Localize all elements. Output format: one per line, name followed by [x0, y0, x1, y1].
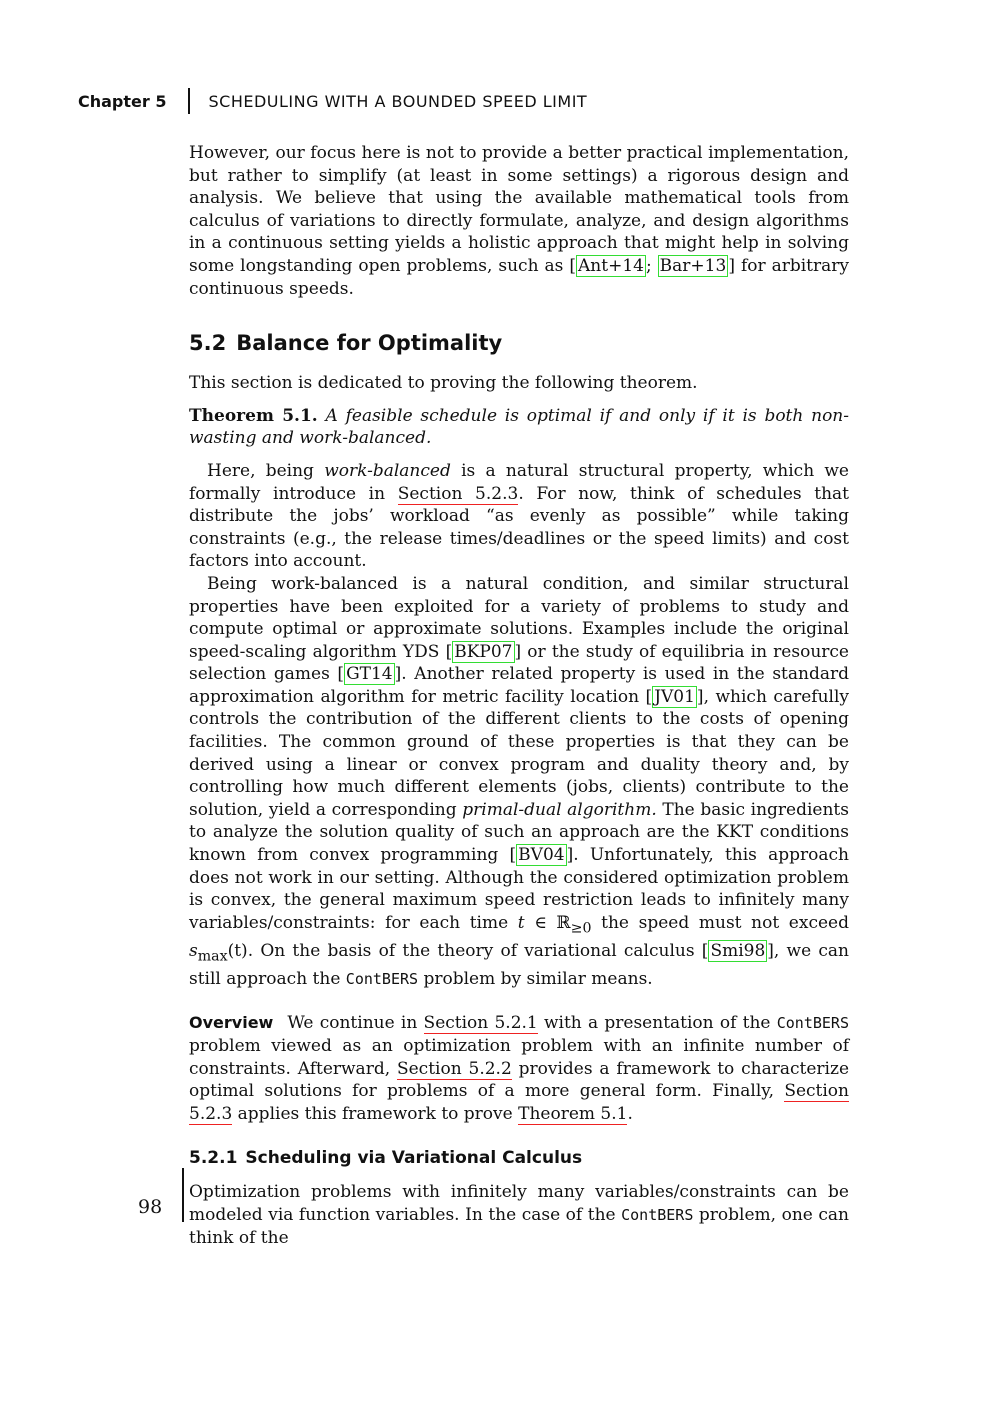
page-footer [138, 1168, 184, 1222]
subsection-title: Scheduling via Variational Calculus [245, 1148, 583, 1169]
overview-heading: Overview [189, 1013, 274, 1033]
subsection-paragraph: Optimization problems with infinitely many variables/constraints can be modeled via function variables. In the case of the ContBERS problem, one can think of the [189, 1182, 849, 1248]
section-heading [189, 330, 849, 356]
theorem-statement: A feasible schedule is optimal if and only if it is both non-wasting and work-balanced. [189, 405, 850, 449]
citation-link[interactable]: BKP07 [454, 641, 513, 662]
citation-link[interactable]: JV01 [654, 686, 695, 707]
section-ref-link[interactable]: Section 5.2.2 [396, 1058, 512, 1079]
citation-link[interactable]: Smi98 [710, 940, 766, 961]
running-head [78, 88, 587, 114]
theorem [189, 405, 849, 450]
subsection-number: 5.2.1 [189, 1148, 238, 1169]
paragraph-work-balanced: Here, being work-balanced is a natural structural property, which we formally introduce in Section 5.2.3. For now, think of schedules that distribute the jobs’ workload “as evenly as possible” while taking constraints (e.g., the release times/deadlines or the speed limits) and cost factors into account. [189, 460, 849, 572]
theorem-ref-link[interactable]: Theorem 5.1 [518, 1103, 628, 1124]
section-lead: This section is dedicated to proving the following theorem. [189, 373, 698, 394]
subsection-heading [189, 1147, 849, 1169]
section-title: Balance for Optimality [236, 331, 503, 356]
section-ref-link[interactable]: Section 5.2.1 [423, 1013, 538, 1034]
page-number: 98 [138, 1196, 163, 1218]
intro-paragraph: However, our focus here is not to provide a better practical implementation, but rather to simplify (at least in some settings) a rigorous design and analysis. We believe that using the available mathematical tools from calculus of variations to directly formulate, analyze, and design algorithms in a continuous setting yields a holistic approach that might help in solving some longstanding open problems, such as [ Ant+14 ; Bar+13 ] for arbitrary continuous speeds. [189, 143, 849, 299]
citation-link[interactable]: Ant+14 [578, 255, 644, 276]
header-divider [188, 88, 190, 114]
citation-link[interactable]: GT14 [346, 664, 393, 685]
paragraph-related-work: Being work-balanced is a natural condition, and similar structural properties have been exploited for a variety of problems to study and compute optimal or approximate solutions. Examples include the original speed-scaling algorithm YDS [ BKP07 ] or the study of equilibria in resource selection games [ GT14 ]. Another related property is used in the standard approximation algorithm for metric facility location [ JV01 ], which carefully controls the contribution of the different clients to the costs of opening facilities. The common ground of these properties is that they can be derived using a linear or convex program and duality theory and, by controlling how much different elements (jobs, clients) contribute to the solution, yield a corresponding primal-dual algorithm. The basic ingredients to analyze the solution quality of such an approach are the KKT conditions known from convex programming [ BV04 ]. Unfortunately, this approach does not work in our setting. Although the considered optimization problem is convex, the general maximum speed restriction leads to infinitely many variables/constraints: for each time t ∈ ℝ$_{\ge 0}$ the speed must not exceed $s_{max}(t)$. On the basis of the theory of variational calculus [ Smi98 ], we can still approach the ContBERS problem by similar means. [189, 573, 849, 989]
chapter-label: Chapter 5 [78, 91, 167, 111]
page-body [189, 142, 849, 1249]
section-ref-link[interactable]: Section 5.2.3 [189, 1081, 849, 1124]
overview-paragraph: Overview We continue in Section 5.2.1 with a presentation of the ContBERS problem viewed as an optimization problem with an infinite number of constraints. Afterward, Section 5.2.2 provides a framework to characterize optimal solutions for problems of a more general form. Finally, Section 5.2.3 applies this framework to prove Theorem 5.1. [189, 1013, 850, 1124]
footer-divider [182, 1168, 184, 1222]
section-ref-link[interactable]: Section 5.2.3 [397, 483, 519, 504]
citation-link[interactable]: BV04 [518, 845, 565, 866]
theorem-label: Theorem 5.1. [189, 405, 318, 426]
section-number: 5.2 [189, 331, 227, 356]
citation-link[interactable]: Bar+13 [659, 255, 727, 276]
chapter-title: SCHEDULING WITH A BOUNDED SPEED LIMIT [208, 91, 588, 111]
